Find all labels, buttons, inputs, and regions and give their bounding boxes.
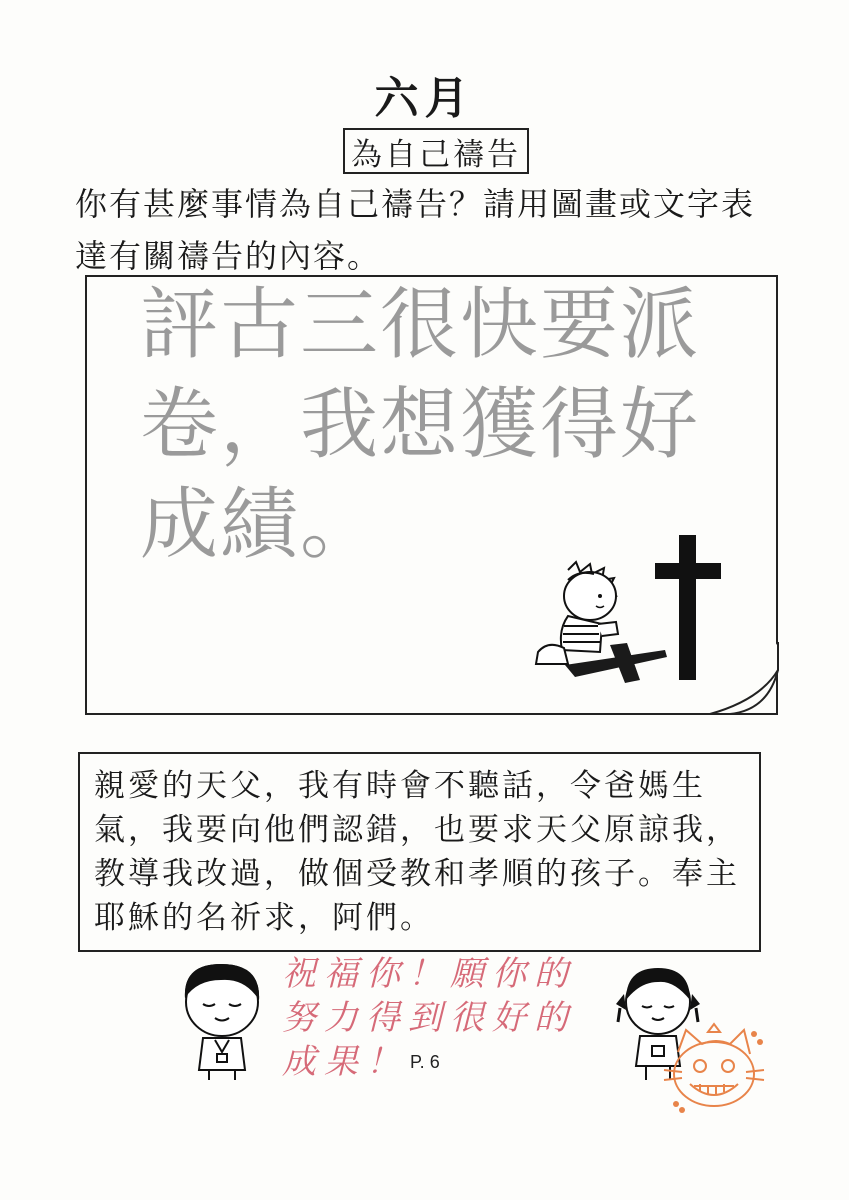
praying-child-illustration [528,560,638,670]
page-title: 六月 [374,73,475,124]
prayer-text: 親愛的天父，我有時會不聽話，令爸媽生氣，我要向他們認錯，也要求天父原諒我，教導我改過，做個受教和孝順的孩子。奉主耶穌的名祈求，阿們。 [94,768,740,936]
teacher-comment: 祝福你！願你的努力得到很好的成果！ [282,954,576,1082]
page-number: P. 6 [410,1052,440,1072]
prayer-text-box [78,752,761,952]
section-heading [343,128,529,174]
section-heading-text: 為自己禱告 [351,136,521,173]
handwritten-response: 評古三很快要派卷，我想獲得好成績。 [140,280,701,570]
instruction-text: 你有甚麼事情為自己禱告？請用圖畫或文字表達有關禱告的內容。 [75,185,756,275]
praying-boy-illustration [175,958,270,1083]
cat-stamp-icon [660,1022,770,1117]
